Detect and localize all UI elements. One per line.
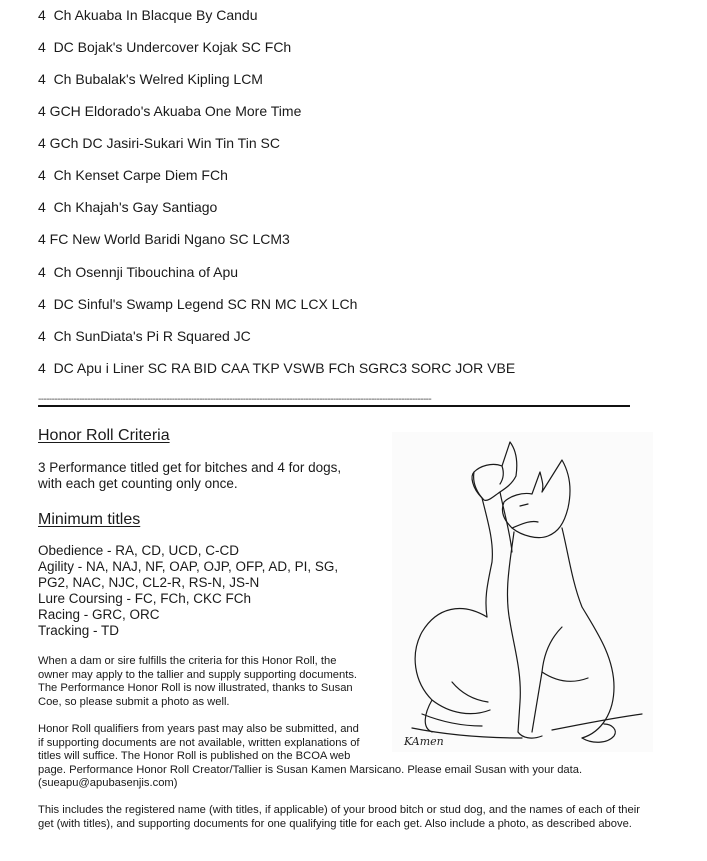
list-item: 4 Ch Khajah's Gay Santiago <box>38 199 218 215</box>
minimum-titles-list <box>38 543 338 639</box>
dogs-sketch-icon <box>392 432 653 752</box>
criteria-text <box>38 460 341 492</box>
list-item: 4 Ch Akuaba In Blacque By Candu <box>38 7 258 23</box>
paragraph-line: When a dam or sire fulfills the criteria for this Honor Roll, the <box>38 655 337 667</box>
titles-line: Racing - GRC, ORC <box>38 607 160 622</box>
titles-line: PG2, NAC, NJC, CL2-R, RS-N, JS-N <box>38 575 260 590</box>
list-item: 4 DC Bojak's Undercover Kojak SC FCh <box>38 39 292 55</box>
criteria-text-line: 3 Performance titled get for bitches and 4 for dogs, <box>38 460 342 475</box>
paragraph-line: owner may apply to the tallier and supply supporting documents. <box>38 668 358 681</box>
list-item: 4 FC New World Baridi Ngano SC LCM3 <box>38 231 290 247</box>
list-item: 4 DC Apu i Liner SC RA BID CAA TKP VSWB FCh SGRC3 SORC JOR VBE <box>38 360 516 376</box>
separator-rule <box>38 405 630 407</box>
list-item: 4 Ch Bubalak's Welred Kipling LCM <box>38 71 263 87</box>
paragraph-line: The Performance Honor Roll is now illustrated, thanks to Susan <box>38 682 353 695</box>
list-item: 4 Ch SunDiata's Pi R Squared JC <box>38 328 251 344</box>
list-item: 4 GCH Eldorado's Akuaba One More Time <box>38 103 302 119</box>
list-item: 4 GCh DC Jasiri-Sukari Win Tin Tin SC <box>38 135 280 151</box>
list-item: 4 Ch Kenset Carpe Diem FCh <box>38 167 228 183</box>
titles-line: Obedience - RA, CD, UCD, C-CD <box>38 543 240 558</box>
paragraph-line: page. Performance Honor Roll Creator/Tallier is Susan Kamen Marsicano. Please email Susan with your data. <box>38 763 583 776</box>
dashed-separator: ------------------------------------------------------------------------------------------------------------------------------------------------ <box>38 396 432 404</box>
titles-line: Tracking - TD <box>38 623 120 638</box>
list-item: 4 Ch Osennji Tibouchina of Apu <box>38 264 239 280</box>
artist-signature: KAmen <box>404 735 444 748</box>
minimum-titles-heading: Minimum titles <box>38 511 141 528</box>
paragraph-line: if supporting documents are not available, written explanations of <box>38 736 360 749</box>
criteria-heading: Honor Roll Criteria <box>38 427 170 444</box>
list-item: 4 DC Sinful's Swamp Legend SC RN MC LCX LCh <box>38 296 358 312</box>
paragraph-line: titles will suffice. The Honor Roll is published on the BCOA web <box>38 750 351 763</box>
paragraph-line: get (with titles), and supporting documents for one qualifying title for each get. Also include a photo, as described above. <box>38 817 632 830</box>
titles-line: Agility - NA, NAJ, NF, OAP, OJP, OFP, AD, PI, SG, <box>38 559 339 574</box>
apply-paragraph <box>38 655 357 709</box>
basenji-illustration <box>392 432 653 752</box>
paragraph-line: Coe, so please submit a photo as well. <box>38 695 230 708</box>
paragraph-line: This includes the registered name (with titles, if applicable) of your brood bitch or stud dog, and the names of each of their <box>38 804 640 816</box>
paragraph-line: Honor Roll qualifiers from years past may also be submitted, and <box>38 723 359 735</box>
criteria-text-line: with each get counting only once. <box>38 476 238 491</box>
titles-line: Lure Coursing - FC, FCh, CKC FCh <box>38 591 252 606</box>
includes-paragraph <box>38 804 640 831</box>
contact-email[interactable]: (sueapu@apubasenjis.com) <box>38 777 178 790</box>
